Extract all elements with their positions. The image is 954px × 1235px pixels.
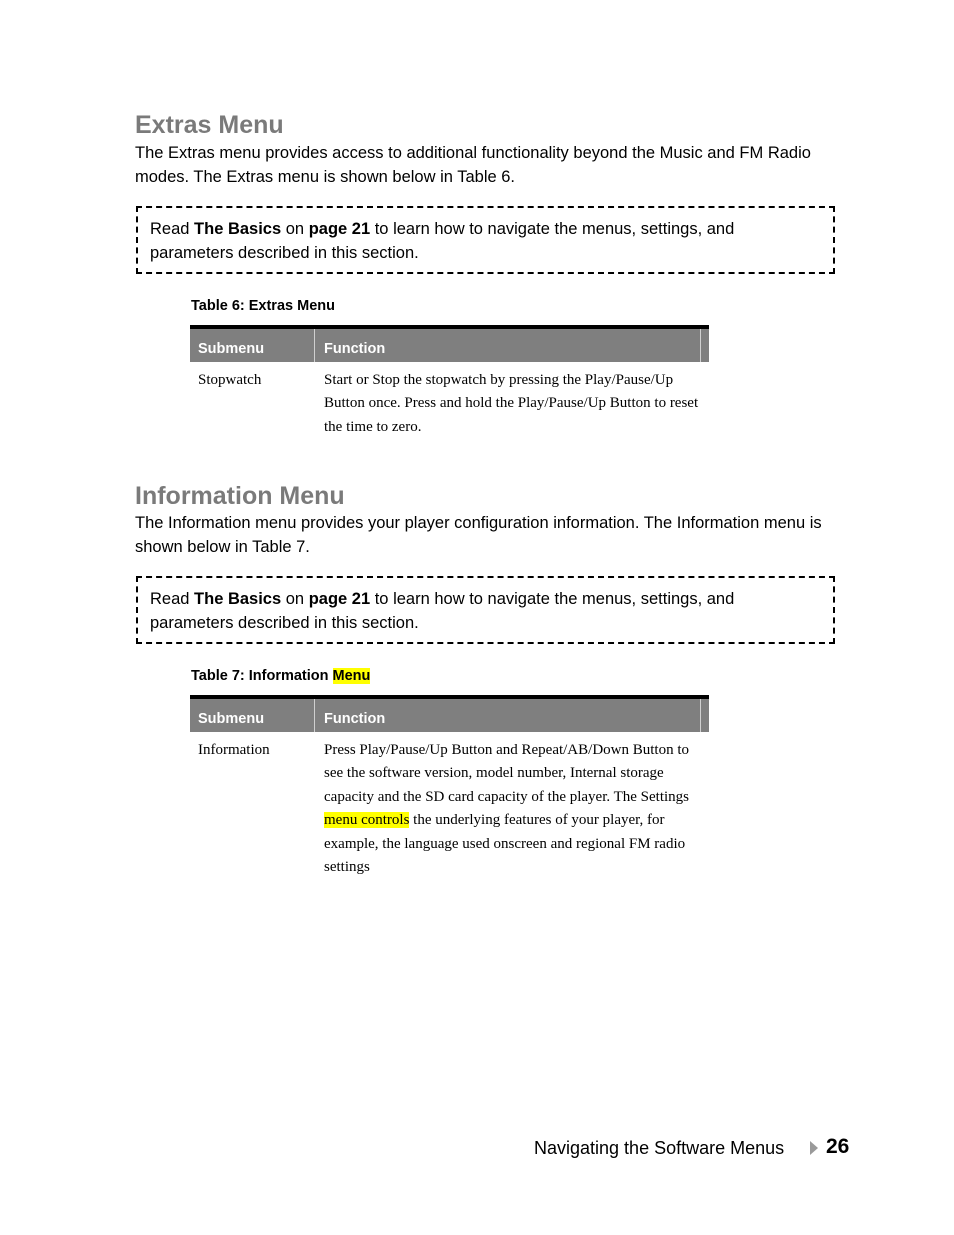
- caption-prefix: Table 7: Information: [191, 668, 333, 684]
- table7-caption: [191, 668, 370, 684]
- note-read: Read: [150, 590, 195, 608]
- triangle-right-icon: [810, 1141, 818, 1155]
- note-page-ref: page 21: [308, 220, 371, 238]
- cell-function: Start or Stop the stopwatch by pressing the Play/Pause/Up Button once. Press and hold the Play/Pause/Up Button to reset the time to zero.: [324, 372, 699, 435]
- information-intro: The Information menu provides your player configuration information. The Information menu is shown below in Table 7.: [135, 514, 822, 556]
- table-row: [190, 362, 709, 439]
- footer-section-title: Navigating the Software Menus: [534, 1138, 785, 1158]
- information-heading: Information Menu: [135, 482, 345, 510]
- note-rest: to learn how to navigate the menus, settings, and parameters described in this section.: [150, 590, 735, 632]
- information-table: [190, 695, 709, 879]
- header-function: Function: [315, 329, 701, 362]
- table-header-row: [190, 329, 709, 362]
- extras-note-box: [136, 206, 835, 274]
- caption-highlight: Menu: [332, 668, 371, 684]
- function-text-highlight: menu controls: [324, 812, 410, 829]
- page-number: 26: [826, 1135, 850, 1158]
- note-basics-link: The Basics: [194, 220, 282, 238]
- information-note-box: [136, 576, 835, 644]
- table-header-row: [190, 699, 709, 732]
- cell-function: [316, 739, 702, 879]
- function-text-before: Press Play/Pause/Up Button and Repeat/AB/Down Button to see the software version, model number, Internal storage capacity and the SD card capacity of the player. The Settings: [324, 742, 690, 805]
- table-row: [190, 732, 709, 879]
- extras-intro: The Extras menu provides access to additional functionality beyond the Music and FM Radio modes. The Extras menu is shown below in Table 6.: [135, 144, 811, 186]
- note-read: Read: [150, 220, 195, 238]
- function-text-after: the underlying features of your player, for example, the language used onscreen and regional FM radio settings: [324, 812, 686, 876]
- header-submenu: Submenu: [190, 699, 315, 732]
- note-on: on: [281, 220, 309, 238]
- cell-submenu: Information: [198, 742, 270, 758]
- note-rest: to learn how to navigate the menus, settings, and parameters described in this section.: [150, 220, 735, 262]
- note-on: on: [281, 590, 309, 608]
- extras-heading: Extras Menu: [135, 111, 284, 139]
- cell-submenu: Stopwatch: [198, 372, 262, 388]
- header-submenu: Submenu: [190, 329, 315, 362]
- header-function: Function: [315, 699, 701, 732]
- note-page-ref: page 21: [308, 590, 371, 608]
- table6-caption: Table 6: Extras Menu: [191, 298, 335, 314]
- extras-table: [190, 325, 709, 439]
- note-basics-link: The Basics: [194, 590, 282, 608]
